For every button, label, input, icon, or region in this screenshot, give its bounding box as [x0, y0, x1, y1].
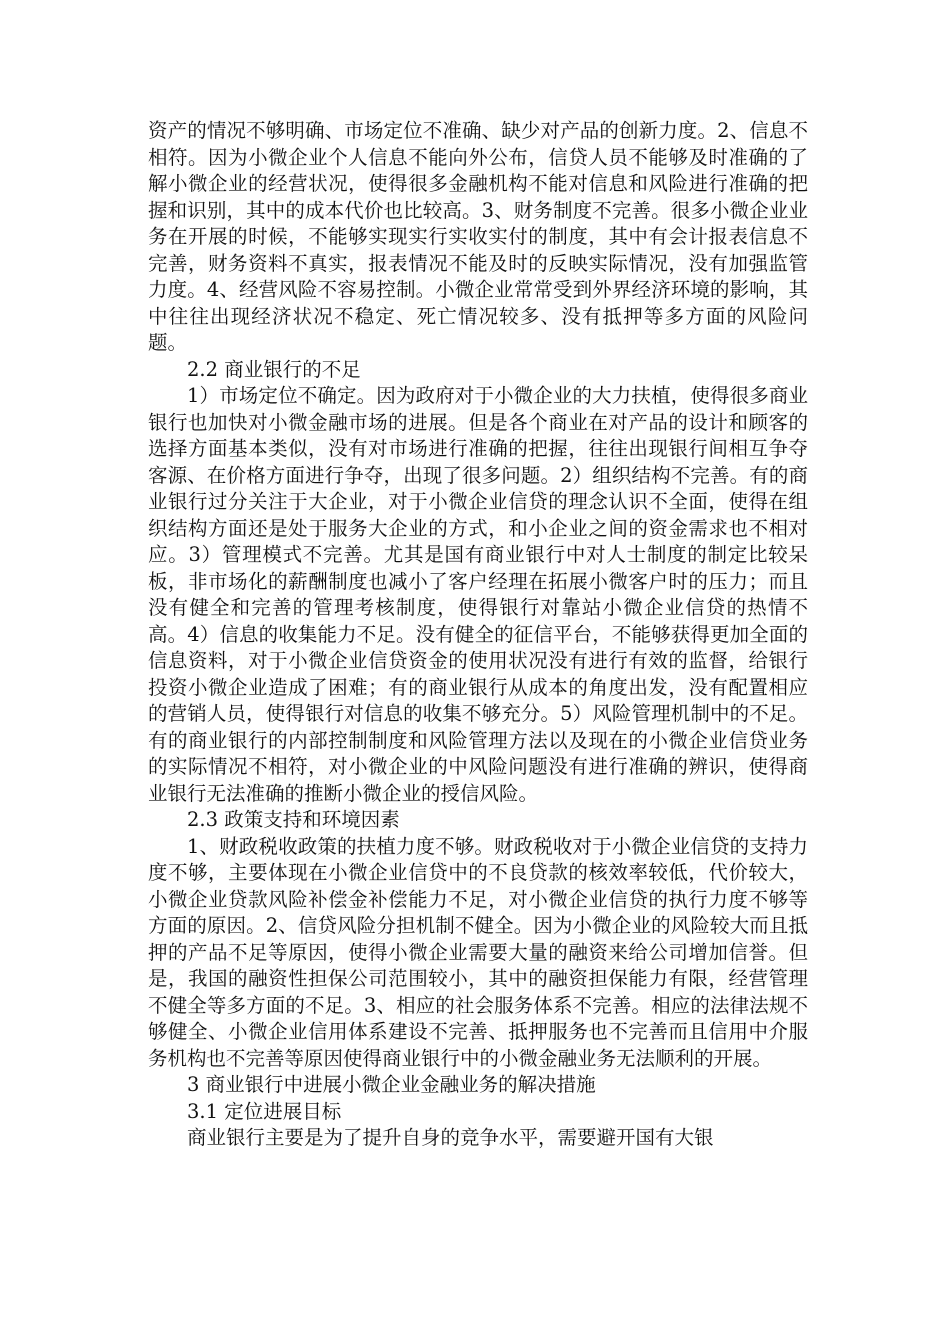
- section-heading-3-1: 3.1 定位进展目标: [187, 1099, 342, 1123]
- paragraph-policy-environment: 1、财政税收政策的扶植力度不够。财政税收对于小微企业信贷的支持力度不够，主要体现在小微企业信贷中的不良贷款的核效率较低，代价较大，小微企业贷款风险补偿金补偿能力不足，对小微企业信贷的执行力度不够等方面的原因。2、信贷风险分担机制不健全。因为小微企业的风险较大而且抵押的产品不足等原因，使得小微企业需要大量的融资来给公司增加信誉。但是，我国的融资性担保公司范围较小，其中的融资担保能力有限，经营管理不健全等多方面的不足。3、相应的社会服务体系不完善。相应的法律法规不够健全、小微企业信用体系建设不完善、抵押服务也不完善而且信用中介服务机构也不完善等原因使得商业银行中的小微金融业务无法顺利的开展。: [148, 834, 808, 1070]
- section-heading-3: 3 商业银行中进展小微企业金融业务的解决措施: [187, 1073, 596, 1096]
- section-heading-2-3: 2.3 政策支持和环境因素: [187, 808, 400, 831]
- document-body: [148, 118, 808, 1152]
- paragraph-positioning-goal: 商业银行主要是为了提升自身的竞争水平，需要避开国有大银: [187, 1126, 714, 1149]
- section-heading-2-2: 2.2 商业银行的不足: [187, 357, 361, 381]
- paragraph-bank-shortcomings: 1）市场定位不确定。因为政府对于小微企业的大力扶植，使得很多商业银行也加快对小微金融市场的进展。但是各个商业在对产品的设计和顾客的选择方面基本类似，没有对市场进行准确的把握，往往出现银行间相互争夺客源、在价格方面进行争夺，出现了很多问题。2）组织结构不完善。有的商业银行过分关注于大企业，对于小微企业信贷的理念认识不全面，使得在组织结构方面还是处于服务大企业的方式，和小企业之间的资金需求也不相对应。3）管理模式不完善。尤其是国有商业银行中对人士制度的制定比较呆板，非市场化的薪酬制度也减小了客户经理在拓展小微客户时的压力；而且没有健全和完善的管理考核制度，使得银行对靠站小微企业信贷的热情不高。4）信息的收集能力不足。没有健全的征信平台，不能够获得更加全面的信息资料，对于小微企业信贷资金的使用状况没有进行有效的监督，给银行投资小微企业造成了困难；有的商业银行从成本的角度出发，没有配置相应的营销人员，使得银行对信息的收集不够充分。5）风险管理机制中的不足。有的商业银行的内部控制制度和风险管理方法以及现在的小微企业信贷业务的实际情况不相符，对小微企业的中风险问题没有进行准确的辨识，使得商业银行无法准确的推断小微企业的授信风险。: [148, 384, 808, 805]
- paragraph-risk-issues: 资产的情况不够明确、市场定位不准确、缺少对产品的创新力度。2、信息不相符。因为小微企业个人信息不能向外公布，信贷人员不能够及时准确的了解小微企业的经营状况，使得很多金融机构不能对信息和风险进行准确的把握和识别，其中的成本代价也比较高。3、财务制度不完善。很多小微企业业务在开展的时候，不能够实现实行实收实付的制度，其中有会计报表信息不完善，财务资料不真实，报表情况不能及时的反映实际情况，没有加强监管力度。4、经营风险不容易控制。小微企业常常受到外界经济环境的影响，其中往往出现经济状况不稳定、死亡情况较多、没有抵押等多方面的风险问题。: [148, 119, 808, 354]
